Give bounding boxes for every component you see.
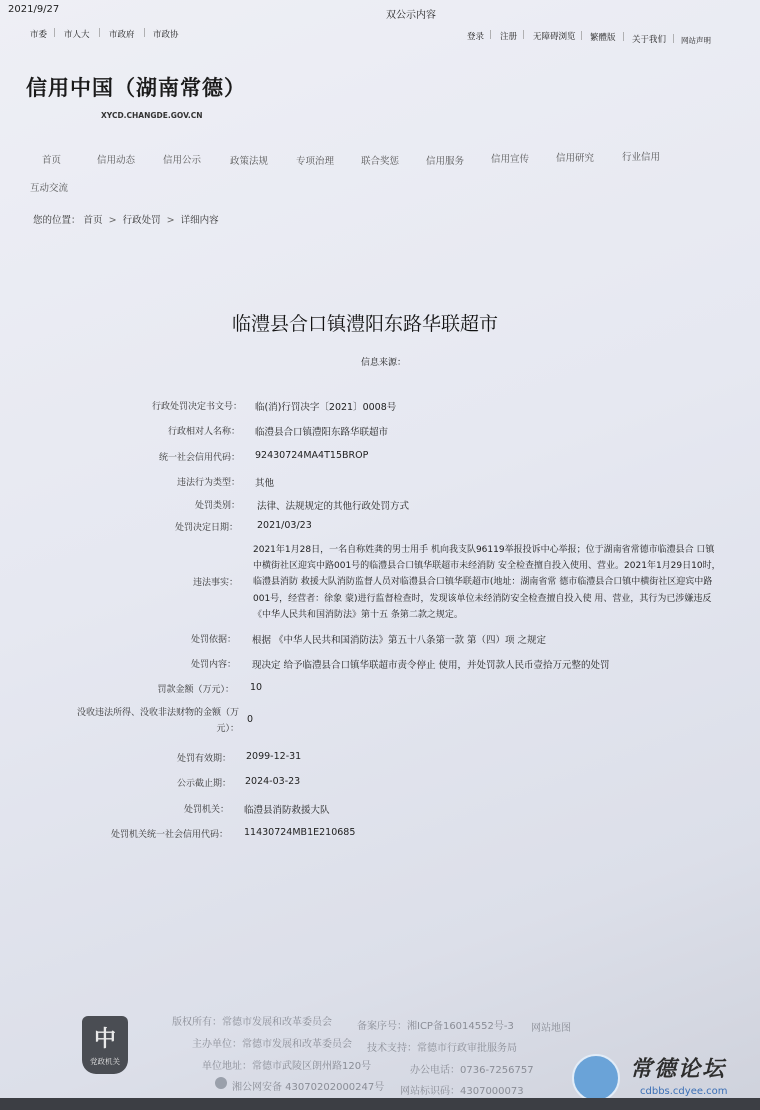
footer-sponsor: 主办单位：常德市发展和改革委员会 xyxy=(192,1039,352,1050)
field-value-fine-amount: 10 xyxy=(250,682,263,693)
field-label-credit-code: 统一社会信用代码： xyxy=(158,453,240,463)
field-label-penalty-validity: 处罚有效期： xyxy=(176,754,231,764)
print-page-title: 双公示内容 xyxy=(386,10,436,21)
footer-address: 单位地址：常德市武陵区朗州路120号 xyxy=(202,1061,372,1072)
field-label-decision-date: 处罚决定日期： xyxy=(174,523,238,533)
field-label-penalty-category: 处罚类别： xyxy=(194,501,240,511)
breadcrumb-separator: > xyxy=(166,215,175,226)
police-emblem-icon xyxy=(215,1077,227,1089)
toplink-city-npc[interactable]: 市人大 xyxy=(64,30,90,40)
breadcrumb-prefix: 您的位置： xyxy=(33,215,81,226)
field-value-violation-type: 其他 xyxy=(255,478,275,489)
field-label-penalty-content: 处罚内容： xyxy=(190,660,236,670)
field-value-party-name: 临澧县合口镇澧阳东路华联超市 xyxy=(255,427,389,438)
field-value-publicity-deadline: 2024-03-23 xyxy=(245,776,301,787)
footer-phone: 办公电话：0736-7256757 xyxy=(410,1065,534,1076)
field-value-penalty-validity: 2099-12-31 xyxy=(246,751,302,762)
print-date: 2021/9/27 xyxy=(8,4,60,15)
forum-watermark-icon xyxy=(572,1054,620,1102)
gov-emblem-icon: 中 xyxy=(93,1027,116,1052)
field-value-authority-credit-code: 11430724MB1E210685 xyxy=(244,827,356,838)
toplink-about[interactable]: 关于我们 xyxy=(632,35,667,45)
nav-item-credit-news[interactable]: 信用动态 xyxy=(97,155,136,166)
nav-item-credit-publicity[interactable]: 信用公示 xyxy=(163,155,202,166)
footer-tech-support: 技术支持：常德市行政审批服务局 xyxy=(367,1043,517,1054)
toplink-statement[interactable]: 网站声明 xyxy=(681,36,711,45)
toplink-city-government[interactable]: 市政府 xyxy=(109,30,135,40)
footer-icp[interactable]: 备案序号：湘ICP备16014552号-3 xyxy=(357,1021,514,1032)
toplink-separator: | xyxy=(580,31,583,41)
toplink-separator: | xyxy=(98,28,101,38)
source-label: 信息来源： xyxy=(361,358,407,368)
nav-item-credit-service[interactable]: 信用服务 xyxy=(426,156,465,167)
nav-item-industry-credit[interactable]: 行业信用 xyxy=(622,152,661,163)
breadcrumb-admin-penalty[interactable]: 行政处罚 xyxy=(122,215,161,226)
field-value-penalty-authority: 临澧县消防救援大队 xyxy=(244,805,330,816)
field-value-penalty-basis: 根据 《中华人民共和国消防法》第五十八条第一款 第（四）项 之规定 xyxy=(252,635,547,646)
breadcrumb xyxy=(33,212,219,226)
breadcrumb-separator: > xyxy=(108,215,117,226)
toplink-separator: | xyxy=(489,30,492,40)
toplink-separator: | xyxy=(522,30,525,40)
field-label-violation-type: 违法行为类型： xyxy=(176,478,240,488)
footer-site-code: 网站标识码：4307000073 xyxy=(400,1086,524,1097)
forum-watermark: 常德论坛 xyxy=(630,1057,727,1082)
toplink-separator: | xyxy=(53,28,56,38)
nav-item-special-governance[interactable]: 专项治理 xyxy=(296,156,335,167)
nav-item-interaction[interactable]: 互动交流 xyxy=(30,183,69,194)
toplink-register[interactable]: 注册 xyxy=(500,32,518,42)
field-label-authority-credit-code: 处罚机关统一社会信用代码： xyxy=(110,830,228,840)
nav-item-policies[interactable]: 政策法规 xyxy=(230,156,269,167)
table-edge xyxy=(0,1098,760,1110)
field-value-credit-code: 92430724MA4T15BROP xyxy=(255,450,369,461)
field-label-publicity-deadline: 公示截止期： xyxy=(176,779,231,789)
footer-sitemap[interactable]: 网站地图 xyxy=(531,1023,571,1034)
nav-item-credit-research[interactable]: 信用研究 xyxy=(556,153,595,164)
field-label-confiscation-amount: 没收违法所得、没收非法财物的金额（万元）： xyxy=(76,708,239,734)
field-value-penalty-content: 现决定 给予临澧县合口镇华联超市责令停止 使用，并处罚款人民币壹拾万元整的处罚 xyxy=(252,660,610,671)
toplink-separator: | xyxy=(143,28,146,38)
breadcrumb-home[interactable]: 首页 xyxy=(83,215,103,226)
toplink-login[interactable]: 登录 xyxy=(467,32,485,42)
field-value-confiscation-amount: 0 xyxy=(247,714,254,725)
field-label-violation-facts: 违法事实： xyxy=(192,578,238,588)
nav-item-credit-promotion[interactable]: 信用宣传 xyxy=(491,154,530,165)
field-value-decision-date: 2021/03/23 xyxy=(257,520,312,531)
field-value-violation-facts: 2021年1月28日，一名自称姓龚的男士用手 机向我支队96119举报投诉中心举报；位于湖南省常德市临澧县合 口镇中横街社区迎宾中路001号的临澧县合口镇华联超市未经消防 安全检查擅自投入使用、营业。2021年1月29日10时，临澧县消防 救援大队消防监督人员对临澧县合口镇华联超市(地址：湖南省常 德市临澧县合口镇中横街社区迎宾中路001号，经营者：徐象 蒙)进行监督检查时，发现该单位未经消防安全检查擅自投入使 用、营业，其行为已涉嫌违反《中华人民共和国消防法》第十五 条第二款之规定。 xyxy=(253,545,721,620)
site-domain: XYCD.CHANGDE.GOV.CN xyxy=(101,111,203,120)
field-label-penalty-authority: 处罚机关： xyxy=(183,805,229,815)
site-logo[interactable]: 信用中国（湖南常德） xyxy=(26,76,246,100)
nav-item-home[interactable]: 首页 xyxy=(42,155,62,166)
toplink-city-cppcc[interactable]: 市政协 xyxy=(153,30,179,40)
footer-copyright: 版权所有：常德市发展和改革委员会 xyxy=(172,1017,332,1028)
field-label-fine-amount: 罚款金额（万元）： xyxy=(157,685,234,695)
toplink-separator: | xyxy=(672,34,675,44)
toplink-traditional[interactable]: 繁體版 xyxy=(590,33,616,43)
toplink-separator: | xyxy=(622,32,625,42)
field-label-party-name: 行政相对人名称： xyxy=(167,427,240,437)
breadcrumb-detail: 详细内容 xyxy=(180,215,219,226)
forum-watermark-url: cdbbs.cdyee.com xyxy=(640,1086,728,1097)
field-label-penalty-basis: 处罚依据： xyxy=(190,635,236,645)
field-label-decision-number: 行政处罚决定书文号： xyxy=(151,402,242,412)
gov-badge-label: 党政机关 xyxy=(90,1057,120,1066)
record-title: 临澧县合口镇澧阳东路华联超市 xyxy=(232,313,499,335)
field-value-decision-number: 临(消)行罚决字〔2021〕0008号 xyxy=(255,402,397,413)
toplink-accessibility[interactable]: 无障碍浏览 xyxy=(533,32,576,42)
footer-police[interactable]: 湘公网安备 43070202000247号 xyxy=(232,1082,385,1093)
field-value-penalty-category: 法律、法规规定的其他行政处罚方式 xyxy=(257,501,410,512)
gov-badge[interactable] xyxy=(82,1016,128,1074)
toplink-city-committee[interactable]: 市委 xyxy=(30,30,48,40)
nav-item-joint-rewards[interactable]: 联合奖惩 xyxy=(361,156,400,167)
